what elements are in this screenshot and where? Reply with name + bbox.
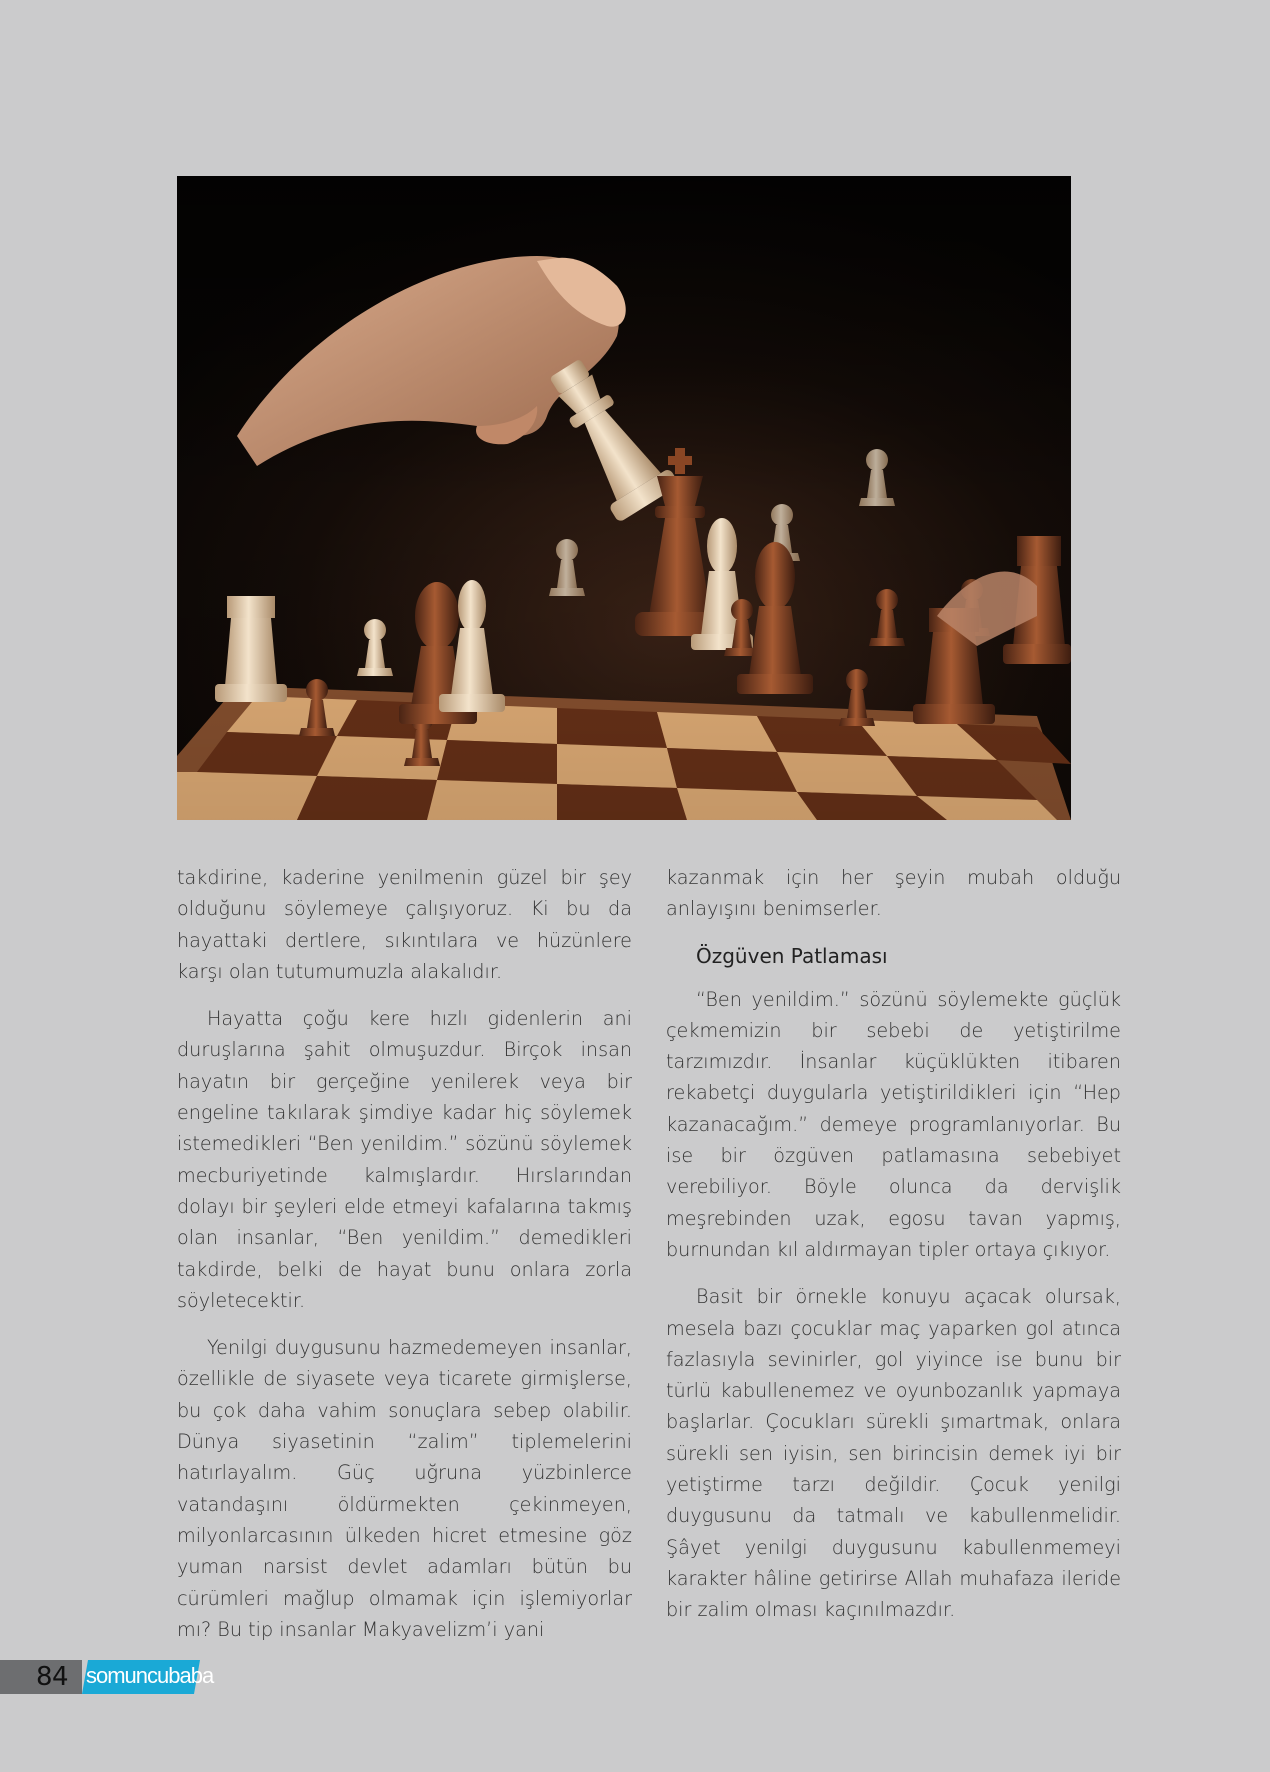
brand-logo: somuncubaba [86,1663,214,1688]
section-heading: Özgüven Patlaması [696,943,888,968]
paragraph: Yenilgi duygusunu hazmedemeyen insanlar, özellikle de siyasete veya ticarete girmişlerse, bu çok daha vahim sonuçlara sebep olabilir. Dünya siyasetinin “zalim” tiplemelerini hatırlayalım. Güç uğruna yüzbinlerce vatandaşını öldürmekten çekinmeyen, milyonlarcasının ülkeden hicret etmesine göz yuman narsist devlet adamları bütün bu cürümleri mağlup olmamak için işlemiyorlar mı? Bu tip insanlar Makyavelizm’i yani [177,1336,632,1641]
paragraph: Hayatta çoğu kere hızlı gidenlerin ani duruşlarına şahit olmuşuzdur. Birçok insan hayatın bir gerçeğine yenilerek veya bir engeline takılarak şimdiye kadar hiç söylemek istemedikleri “Ben yenildim.” sözünü söylemek mecburiyetinde kalmışlardır. Hırslarından dolayı bir şeyleri elde etmeyi kafalarına takmış olan insanlar, “Ben yenildim.” demedikleri takdirde, belki de hayat bunu onlara zorla söyletecektir. [177,1007,632,1312]
paragraph: takdirine, kaderine yenilmenin güzel bir şey olduğunu söylemeye çalışıyoruz. Ki bu da hayattaki dertlere, sıkıntılara ve hüzünlere karşı olan tutumumuzla alakalıdır. [177,866,632,983]
right-column [666,862,1121,1642]
page-footer [0,1660,214,1694]
paragraph: kazanmak için her şeyin mubah olduğu anlayışını benimserler. [666,866,1121,921]
paragraph: Basit bir örnekle konuyu açacak olursak, mesela bazı çocuklar maç yaparken gol atınca fazlasıyla sevinirler, gol yiyince ise bunu bir türlü kabullenemez ve oyunbozanlık yapmaya başlarlar. Çocukları sürekli şımartmak, onlara sürekli sen iyisin, sen birincisin demek iyi bir yetiştirme tarzı değildir. Çocuk yenilgi duygusunu da tatmalı ve kabullenmelidir. Şâyet yenilgi duygusunu kabullenmemeyi karakter hâline getirirse Allah muhafaza ileride bir zalim olması kaçınılmazdır. [666,1285,1121,1622]
left-column [177,862,632,1661]
chess-photo [177,176,1071,820]
chess-illustration [177,176,1071,820]
page-number: 84 [36,1662,69,1692]
paragraph: “Ben yenildim.” sözünü söylemekte güçlük çekmemizin bir sebebi de yetiştirilme tarzımızdır. İnsanlar küçüklükten itibaren rekabetçi duygularla yetiştirildikleri için “Hep kazanacağım.” demeye programlanıyorlar. Bu ise bir özgüven patlamasına sebebiyet verebiliyor. Böyle olunca da dervişlik meşrebinden uzak, egosu tavan yapmış, burnundan kıl aldırmayan tipler ortaya çıkıyor. [666,987,1121,1261]
